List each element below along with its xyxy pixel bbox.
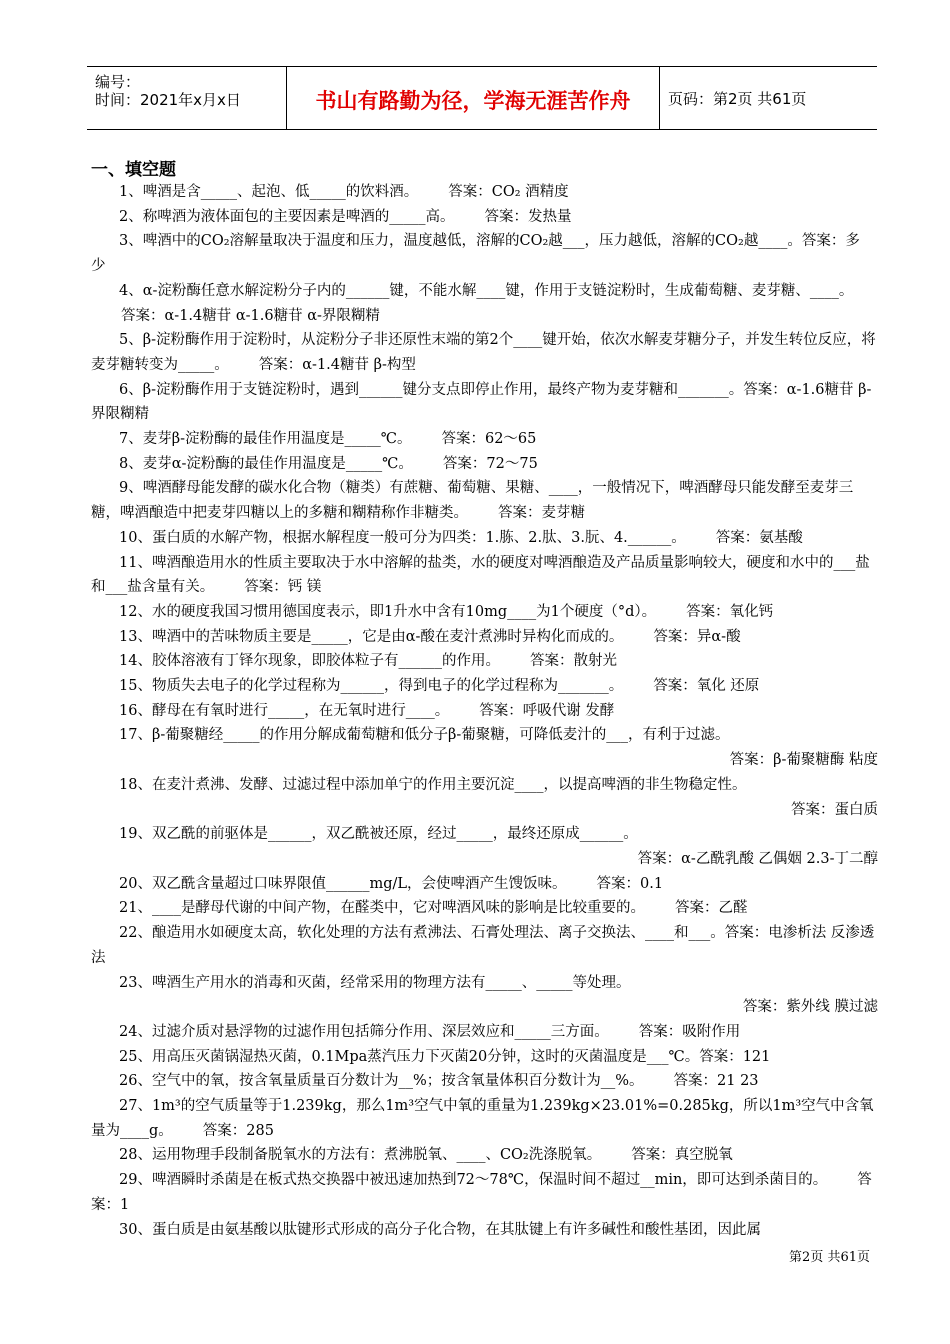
answer-text: 答案：真空脱氧 <box>631 1147 733 1164</box>
question-item <box>91 1143 878 1168</box>
question-text: 30、蛋白质是由氨基酸以肽键形式形成的高分子化合物，在其肽键上有许多碱性和酸性基团，因此属 <box>119 1221 761 1238</box>
question-text: 12、水的硬度我国习惯用德国度表示，即1升水中含有10mg____为1个硬度（°d）。 <box>119 603 657 620</box>
question-text: 4、α-淀粉酶任意水解淀粉分子内的______键，不能水解____键，作用于支链淀粉时，生成葡萄糖、麦芽糖、____。 <box>119 282 854 299</box>
question-item <box>91 1069 878 1094</box>
question-text: 18、在麦汁煮沸、发酵、过滤过程中添加单宁的作用主要沉淀____，以提高啤酒的非生物稳定性。 <box>119 776 747 793</box>
question-item <box>91 551 878 600</box>
question-text: 27、1m³的空气质量等于1.239kg，那么1m³空气中氧的重量为1.239kg×23.01%=0.285kg，所以1m³空气中含氧量为____g。 <box>91 1098 874 1139</box>
answer-text: 答案：吸附作用 <box>638 1023 741 1040</box>
question-item <box>91 625 878 650</box>
question-item <box>91 674 878 699</box>
question-item <box>91 328 878 377</box>
answer-text: 答案：72～75 <box>442 455 538 472</box>
answer-text: 答案：1 <box>91 1172 872 1213</box>
section-title: 一、填空题 <box>91 160 176 180</box>
answer-text: 答案：0.1 <box>596 875 664 892</box>
question-text: 24、过滤介质对悬浮物的过滤作用包括筛分作用、深层效应和_____三方面。 <box>119 1023 609 1040</box>
question-text: 2、称啤酒为液体面包的主要因素是啤酒的_____高。 <box>119 208 455 225</box>
question-text: 8、麦芽α-淀粉酶的最佳作用温度是_____℃。 <box>119 455 413 472</box>
question-text: 1、啤酒是含_____、起泡、低_____的饮料酒。 <box>119 184 419 200</box>
question-item <box>91 279 878 328</box>
question-text: 11、啤酒酿造用水的性质主要取决于水中溶解的盐类，水的硬度对啤酒酿造及产品质量影响较大，硬度和水中的___盐和___盐含量有关。 <box>91 554 870 596</box>
question-item <box>91 1168 878 1217</box>
question-item <box>91 649 878 674</box>
answer-text: 答案：α-1.4糖苷 α-1.6糖苷 α-界限糊精 <box>121 307 380 324</box>
question-text: 10、蛋白质的水解产物，根据水解程度一般可分为四类：1.胨、2.肽、3.朊、4.______。 <box>119 529 686 546</box>
answer-text: 答案：β-葡聚糖酶 粘度 <box>729 752 878 769</box>
question-text: 9、啤酒酵母能发酵的碳水化合物（糖类）有蔗糖、葡萄糖、果糖、____，一般情况下，啤酒酵母只能发酵至麦芽三糖，啤酒酿造中把麦芽四糖以上的多糖和糊精称作非糖类。 <box>91 480 854 522</box>
answer-text: 答案：异α-酸 <box>653 628 741 645</box>
answer-text: 答案：乙醛 <box>674 900 748 917</box>
question-text: 14、胶体溶液有丁铎尔现象，即胶体粒子有______的作用。 <box>119 653 500 670</box>
motto: 书山有路勤为径，学海无涯苦作舟 <box>315 89 631 113</box>
question-text: 25、用高压灭菌锅湿热灭菌，0.1Mpa蒸汽压力下灭菌20分钟，这时的灭菌温度是___℃。答案：121 <box>119 1048 771 1065</box>
question-text: 21、____是酵母代谢的中间产物，在醛类中，它对啤酒风味的影响是比较重要的。 <box>119 900 645 917</box>
answer-text: 答案：钙 镁 <box>244 579 322 596</box>
question-text: 26、空气中的氧，按含氧量质量百分数计为__%；按含氧量体积百分数计为__%。 <box>119 1073 644 1090</box>
question-list <box>91 180 878 1242</box>
answer-text: 答案：发热量 <box>484 208 572 225</box>
answer-text: 答案：α-1.4糖苷 β-构型 <box>258 356 416 373</box>
question-text: 5、β-淀粉酶作用于淀粉时，从淀粉分子非还原性末端的第2个____键开始，依次水解麦芽糖分子，并发生转位反应，将麦芽糖转变为_____。 <box>91 332 876 373</box>
question-item <box>91 723 878 748</box>
question-text: 13、啤酒中的苦味物质主要是_____，它是由α-酸在麦汁煮沸时异构化而成的。 <box>119 628 624 645</box>
question-text: 20、双乙酰含量超过口味界限值______mg/L，会使啤酒产生馊饭味。 <box>119 875 567 892</box>
answer-text: 答案：285 <box>202 1122 274 1139</box>
question-item <box>91 229 878 278</box>
page-header <box>87 66 877 130</box>
question-item <box>91 773 878 798</box>
answer-text: 答案：62～65 <box>441 431 537 448</box>
question-item <box>91 872 878 897</box>
question-text: 16、酵母在有氧时进行_____，在无氧时进行____。 <box>119 702 450 719</box>
header-left-cell <box>87 67 287 129</box>
question-item <box>91 526 878 551</box>
answer-text: 答案：α-乙酰乳酸 乙偶姻 2.3-丁二醇 <box>637 850 878 867</box>
question-text: 19、双乙酰的前驱体是______，双乙酰被还原，经过_____，最终还原成______。 <box>119 826 638 843</box>
doc-number-label: 编号： <box>95 73 141 91</box>
question-item <box>91 1020 878 1045</box>
answer-text: 答案：氨基酸 <box>715 529 803 546</box>
question-text: 17、β-葡聚糖经_____的作用分解成葡萄糖和低分子β-葡聚糖，可降低麦汁的___，有利于过滤。 <box>119 727 730 744</box>
question-item <box>91 427 878 452</box>
question-item <box>91 1094 878 1143</box>
header-middle-cell <box>287 67 660 129</box>
answer-text: 答案：CO₂ 酒精度 <box>448 184 569 200</box>
answer-text: 答案：散射光 <box>529 653 617 670</box>
answer-text: 答案：氧化 还原 <box>653 678 760 695</box>
answer-text: 答案：紫外线 膜过滤 <box>742 999 878 1016</box>
answer-text: 答案：呼吸代谢 发酵 <box>479 702 615 719</box>
doc-date: 时间：2021年x月x日 <box>95 91 241 109</box>
question-text: 28、运用物理手段制备脱氧水的方法有：煮沸脱氧、____、CO₂洗涤脱氧。 <box>119 1147 602 1164</box>
answer-text: 答案：氧化钙 <box>686 603 774 620</box>
page-footer: 第2页 共61页 <box>789 1250 870 1265</box>
question-item <box>91 452 878 477</box>
question-item <box>91 822 878 847</box>
page-number: 页码：第2页 共61页 <box>668 90 807 108</box>
question-text: 7、麦芽β-淀粉酶的最佳作用温度是_____℃。 <box>119 431 412 448</box>
question-item <box>91 205 878 230</box>
question-item <box>91 378 878 427</box>
question-item <box>91 1218 878 1243</box>
answer-text: 答案：麦芽糖 <box>498 505 585 522</box>
question-text: 15、物质失去电子的化学过程称为______，得到电子的化学过程称为_______。 <box>119 678 624 695</box>
question-item <box>91 971 878 996</box>
question-text: 22、酿造用水如硬度太高，软化处理的方法有煮沸法、石膏处理法、离子交换法、____和___。答案：电渗析法 反渗透法 <box>91 925 875 966</box>
answer-text: 答案：蛋白质 <box>791 801 878 818</box>
question-item <box>91 896 878 921</box>
question-text: 29、啤酒瞬时杀菌是在板式热交换器中被迅速加热到72～78℃，保温时间不超过__min，即可达到杀菌目的。 <box>119 1172 828 1189</box>
answer-text: 答案：21 23 <box>673 1073 759 1090</box>
question-text: 3、啤酒中的CO₂溶解量取决于温度和压力，温度越低，溶解的CO₂越___，压力越低，溶解的CO₂越____。答案：多 少 <box>91 233 860 275</box>
question-text: 6、β-淀粉酶作用于支链淀粉时，遇到______键分支点即停止作用，最终产物为麦芽糖和_______。答案：α-1.6糖苷 β-界限糊精 <box>91 381 872 423</box>
question-item <box>91 180 878 205</box>
header-right-cell <box>660 67 877 129</box>
question-item <box>91 921 878 970</box>
question-item <box>91 699 878 724</box>
question-item <box>91 600 878 625</box>
question-item <box>91 1045 878 1070</box>
question-text: 23、啤酒生产用水的消毒和灭菌，经常采用的物理方法有_____、_____等处理。 <box>119 974 631 991</box>
question-item <box>91 476 878 525</box>
